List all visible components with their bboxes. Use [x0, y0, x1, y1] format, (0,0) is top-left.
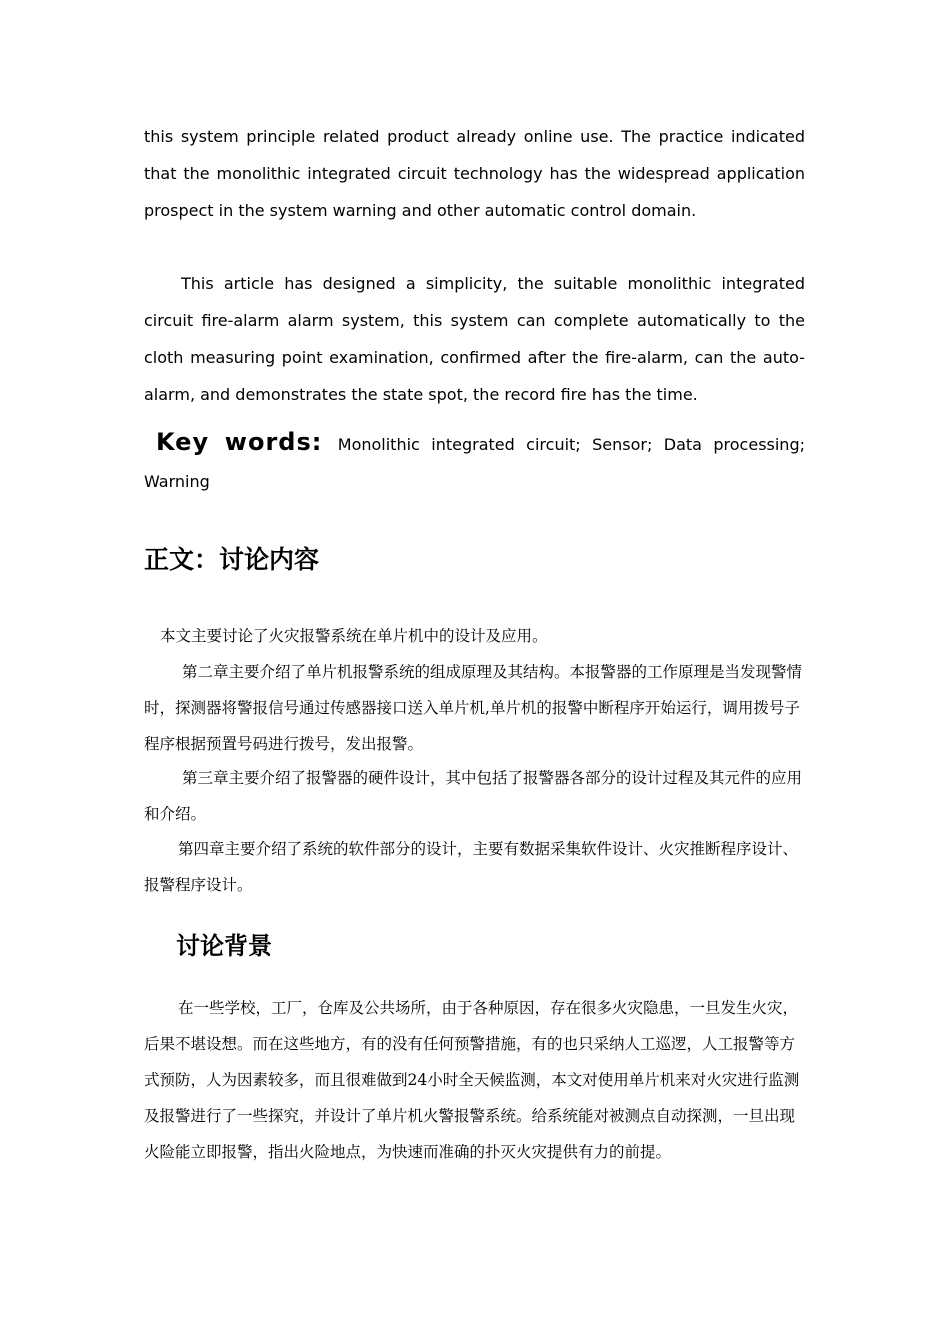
section-heading-body: 正文：讨论内容 — [144, 545, 320, 574]
section-heading-background: 讨论背景 — [176, 932, 272, 960]
keywords-text: Monolithic integrated circuit; Sensor; Data processing; Warning — [144, 435, 805, 491]
body-paragraph-chapter-2: 第二章主要介绍了单片机报警系统的组成原理及其结构。本报警器的工作原理是当发现警情时，探测器将警报信号通过传感器接口送入单片机,单片机的报警中断程序开始运行，调用拨号子程序根据预置号码进行拨号，发出报警。 — [144, 663, 803, 753]
keywords-line — [144, 424, 805, 500]
abstract-paragraph-continued: this system principle related product already online use. The practice indicated that the monolithic integrated circuit technology has the widespread application prospect in the system warning and other automatic control domain. — [144, 127, 805, 220]
body-paragraph-chapter-3: 第三章主要介绍了报警器的硬件设计，其中包括了报警器各部分的设计过程及其元件的应用和介绍。 — [144, 769, 803, 823]
keywords-label: Key words: — [156, 428, 323, 456]
background-paragraph: 在一些学校，工厂，仓库及公共场所，由于各种原因，存在很多火灾隐患，一旦发生火灾，后果不堪设想。而在这些地方，有的没有任何预警措施，有的也只采纳人工巡逻，人工报警等方式预防，人为因素较多，而且很难做到24小时全天候监测，本文对使用单片机来对火灾进行监测及报警进行了一些探究，并设计了单片机火警报警系统。给系统能对被测点自动探测，一旦出现火险能立即报警，指出火险地点，为快速而准确的扑灭火灾提供有力的前提。 — [144, 999, 800, 1161]
body-paragraph-chapter-4: 第四章主要介绍了系统的软件部分的设计，主要有数据采集软件设计、火灾推断程序设计、报警程序设计。 — [144, 840, 799, 894]
body-paragraph-intro: 本文主要讨论了火灾报警系统在单片机中的设计及应用。 — [160, 627, 548, 645]
abstract-paragraph: This article has designed a simplicity, the suitable monolithic integrated circuit fire-alarm alarm system, this system can complete automatically to the cloth measuring point examination, confirmed after the fire-alarm, can the auto-alarm, and demonstrates the state spot, the record fire has the time. — [144, 274, 805, 404]
